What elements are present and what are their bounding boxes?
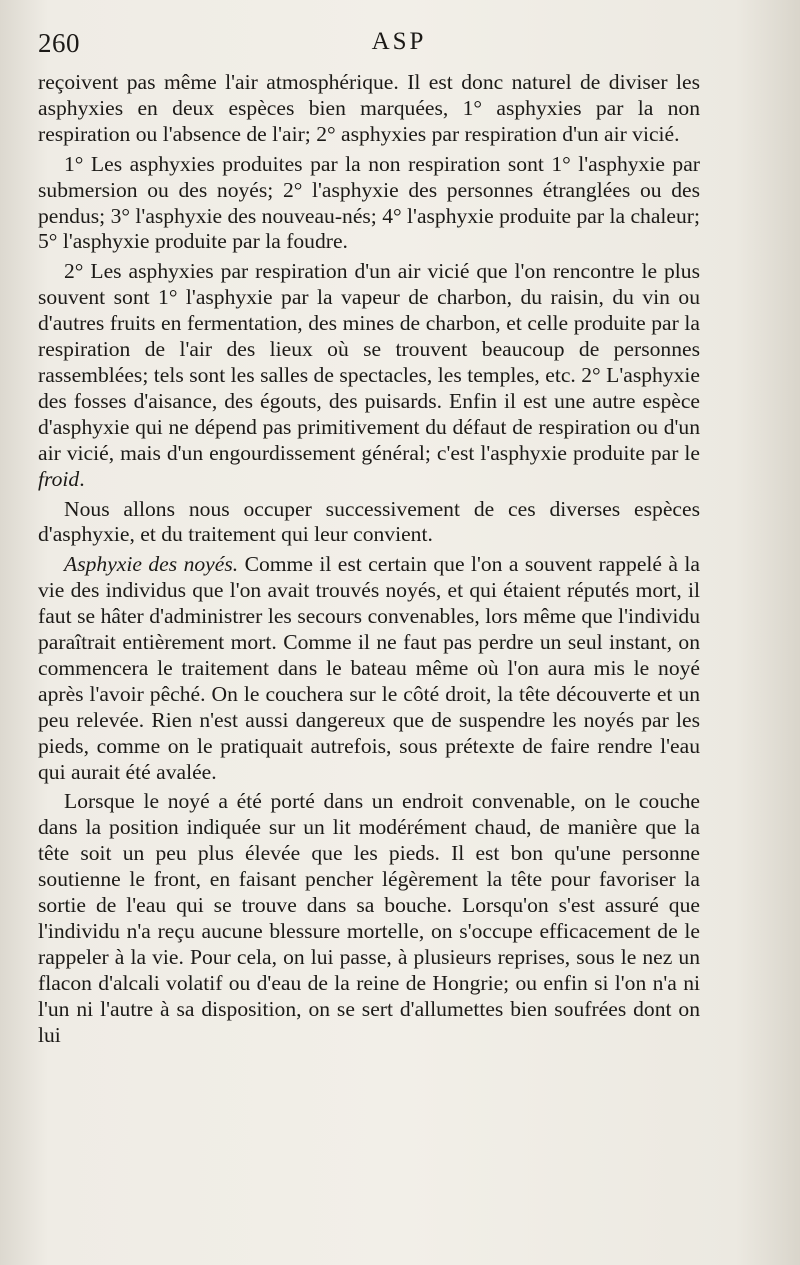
body-text xyxy=(38,70,700,1053)
paragraph xyxy=(38,70,700,148)
punctuation: . xyxy=(79,466,85,491)
paragraph xyxy=(38,497,700,549)
page-header xyxy=(38,28,760,68)
running-head: ASP xyxy=(371,28,427,55)
paragraph xyxy=(38,152,700,256)
paragraph xyxy=(38,789,700,1048)
page-number: 260 xyxy=(38,28,80,58)
paragraph-text: Nous allons nous occuper successivement de ces diverses espèces d'asphyxie, et du traitement qui leur convient. xyxy=(38,496,700,547)
paragraph-text: 1° Les asphyxies produites par la non respiration sont 1° l'asphyxie par submersion ou des noyés; 2° l'asphyxie des personnes étranglées ou des pendus; 3° l'asphyxie des nouveau-nés; 4° l'asphyxie produite par la chaleur; 5° l'asphyxie produite par la foudre. xyxy=(38,151,700,254)
paragraph xyxy=(38,552,700,785)
paragraph-text: Comme il est certain que l'on a souvent rappelé à la vie des individus que l'on avait trouvés noyés, et qui étaient réputés mort, il faut se hâter d'administrer les secours convenables, lors même que l'individu paraîtrait entièrement mort. Comme il ne faut pas perdre un seul instant, on commencera le traitement dans le bateau même où l'on aura mis le noyé après l'avoir pêché. On le couchera sur le côté droit, la tête découverte et un peu relevée. Rien n'est aussi dangereux que de suspendre les noyés par les pieds, comme on le pratiquait autrefois, sous prétexte de faire rendre l'eau qui aurait été avalée. xyxy=(38,552,700,784)
paragraph-text: reçoivent pas même l'air atmosphérique. Il est donc naturel de diviser les asphyxies en deux espèces bien marquées, 1° asphyxies par la non respiration ou l'absence de l'air; 2° asphyxies par respiration d'un air vicié. xyxy=(38,70,700,146)
paragraph xyxy=(38,259,700,492)
section-heading: Asphyxie des noyés. xyxy=(64,552,239,577)
italic-word: froid xyxy=(38,466,80,491)
paragraph-text: 2° Les asphyxies par respiration d'un air vicié que l'on rencontre le plus souvent sont 1° l'asphyxie par la vapeur de charbon, du raisin, du vin ou d'autres fruits en fermentation, des mines de charbon, et celle produite par la respiration de l'air des lieux où se trouvent beaucoup de personnes rassemblées; tels sont les salles de spectacles, les temples, etc. 2° L'asphyxie des fosses d'aisance, des égouts, des puisards. Enfin il est une autre espèce d'asphyxie qui ne dépend pas primitivement du défaut de respiration ou d'un air vicié, mais d'un engourdissement général; c'est l'asphyxie produite par le xyxy=(38,259,700,465)
paragraph-text: Lorsque le noyé a été porté dans un endroit convenable, on le couche dans la position indiquée sur un lit modérément chaud, de manière que la tête soit un peu plus élevée que les pieds. Il est bon qu'une personne soutienne le front, en faisant pencher légèrement la tête pour favoriser la sortie de l'eau qui se trouve dans sa bouche. Lorsqu'on s'est assuré que l'individu n'a reçu aucune blessure mortelle, on s'occupe efficacement de le rappeler à la vie. Pour cela, on lui passe, à plusieurs reprises, sous le nez un flacon d'alcali volatif ou d'eau de la reine de Hongrie; ou enfin si l'on n'a ni l'un ni l'autre à sa disposition, on se sert d'allumettes bien soufrées dont on lui xyxy=(38,789,700,1047)
